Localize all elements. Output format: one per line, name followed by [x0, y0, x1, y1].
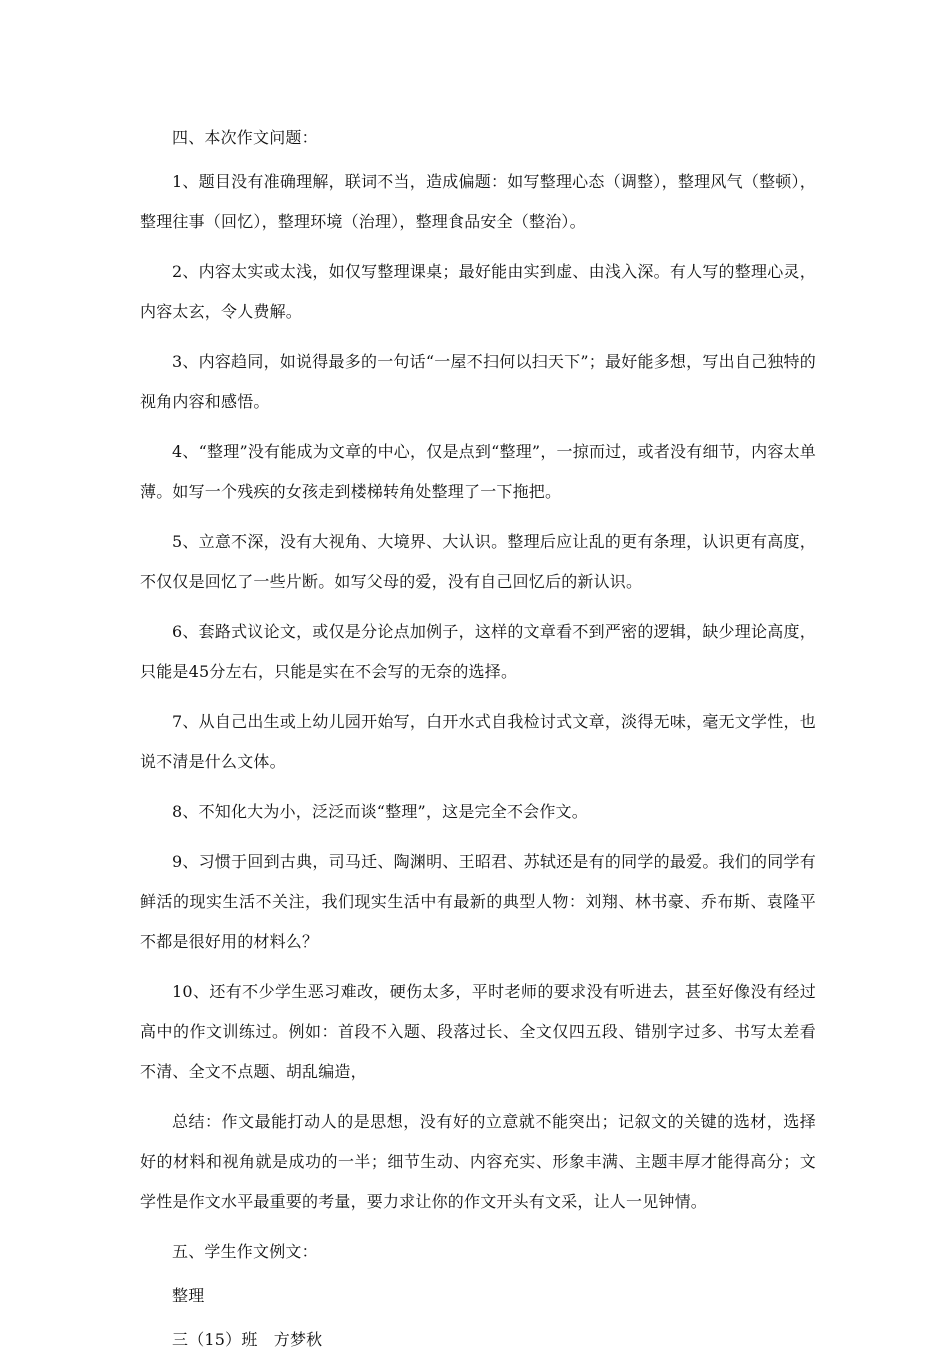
problem-item-8: 8、不知化大为小，泛泛而谈“整理”，这是完全不会作文。: [172, 802, 588, 821]
problem-item-4: 4、“整理”没有能成为文章的中心，仅是点到“整理”，一掠而过，或者没有细节，内容太单薄。如写一个残疾的女孩走到楼梯转角处整理了一下拖把。: [140, 442, 816, 501]
essay-title: 整理: [172, 1286, 205, 1305]
document-body: [140, 118, 816, 1364]
problem-item-10: 10、还有不少学生恶习难改，硬伤太多，平时老师的要求没有听进去，甚至好像没有经过高中的作文训练过。例如：首段不入题、段落过长、全文仅四五段、错别字过多、书写太差看不清、全文不点题、胡乱编造，: [140, 982, 816, 1081]
problem-item-6: 6、套路式议论文，或仅是分论点加例子，这样的文章看不到严密的逻辑，缺少理论高度，只能是45分左右，只能是实在不会写的无奈的选择。: [140, 622, 816, 681]
section-heading-problems: 四、本次作文问题：: [172, 128, 318, 147]
problem-item-9: 9、习惯于回到古典，司马迁、陶渊明、王昭君、苏轼还是有的同学的最爱。我们的同学有鲜活的现实生活不关注，我们现实生活中有最新的典型人物：刘翔、林书豪、乔布斯、袁隆平不都是很好用的材料么？: [140, 852, 816, 951]
summary-paragraph: 总结：作文最能打动人的是思想，没有好的立意就不能突出；记叙文的关键的选材，选择好的材料和视角就是成功的一半；细节生动、内容充实、形象丰满、主题丰厚才能得高分；文学性是作文水平最重要的考量，要力求让你的作文开头有文采，让人一见钟情。: [140, 1112, 816, 1211]
problem-item-2: 2、内容太实或太浅，如仅写整理课桌；最好能由实到虚、由浅入深。有人写的整理心灵，内容太玄，令人费解。: [140, 262, 816, 321]
essay-author: 三（15）班 方梦秋: [172, 1330, 323, 1349]
problem-item-1: 1、题目没有准确理解，联词不当，造成偏题：如写整理心态（调整），整理风气（整顿），整理往事（回忆），整理环境（治理），整理食品安全（整治）。: [140, 172, 816, 231]
problem-item-5: 5、立意不深，没有大视角、大境界、大认识。整理后应让乱的更有条理，认识更有高度，不仅仅是回忆了一些片断。如写父母的爱，没有自己回忆后的新认识。: [140, 532, 816, 591]
problem-item-7: 7、从自己出生或上幼儿园开始写，白开水式自我检讨式文章，淡得无味，毫无文学性，也说不清是什么文体。: [140, 712, 816, 771]
section-heading-examples: 五、学生作文例文：: [172, 1242, 318, 1261]
problem-item-3: 3、内容趋同，如说得最多的一句话“一屋不扫何以扫天下”；最好能多想，写出自己独特的视角内容和感悟。: [140, 352, 816, 411]
